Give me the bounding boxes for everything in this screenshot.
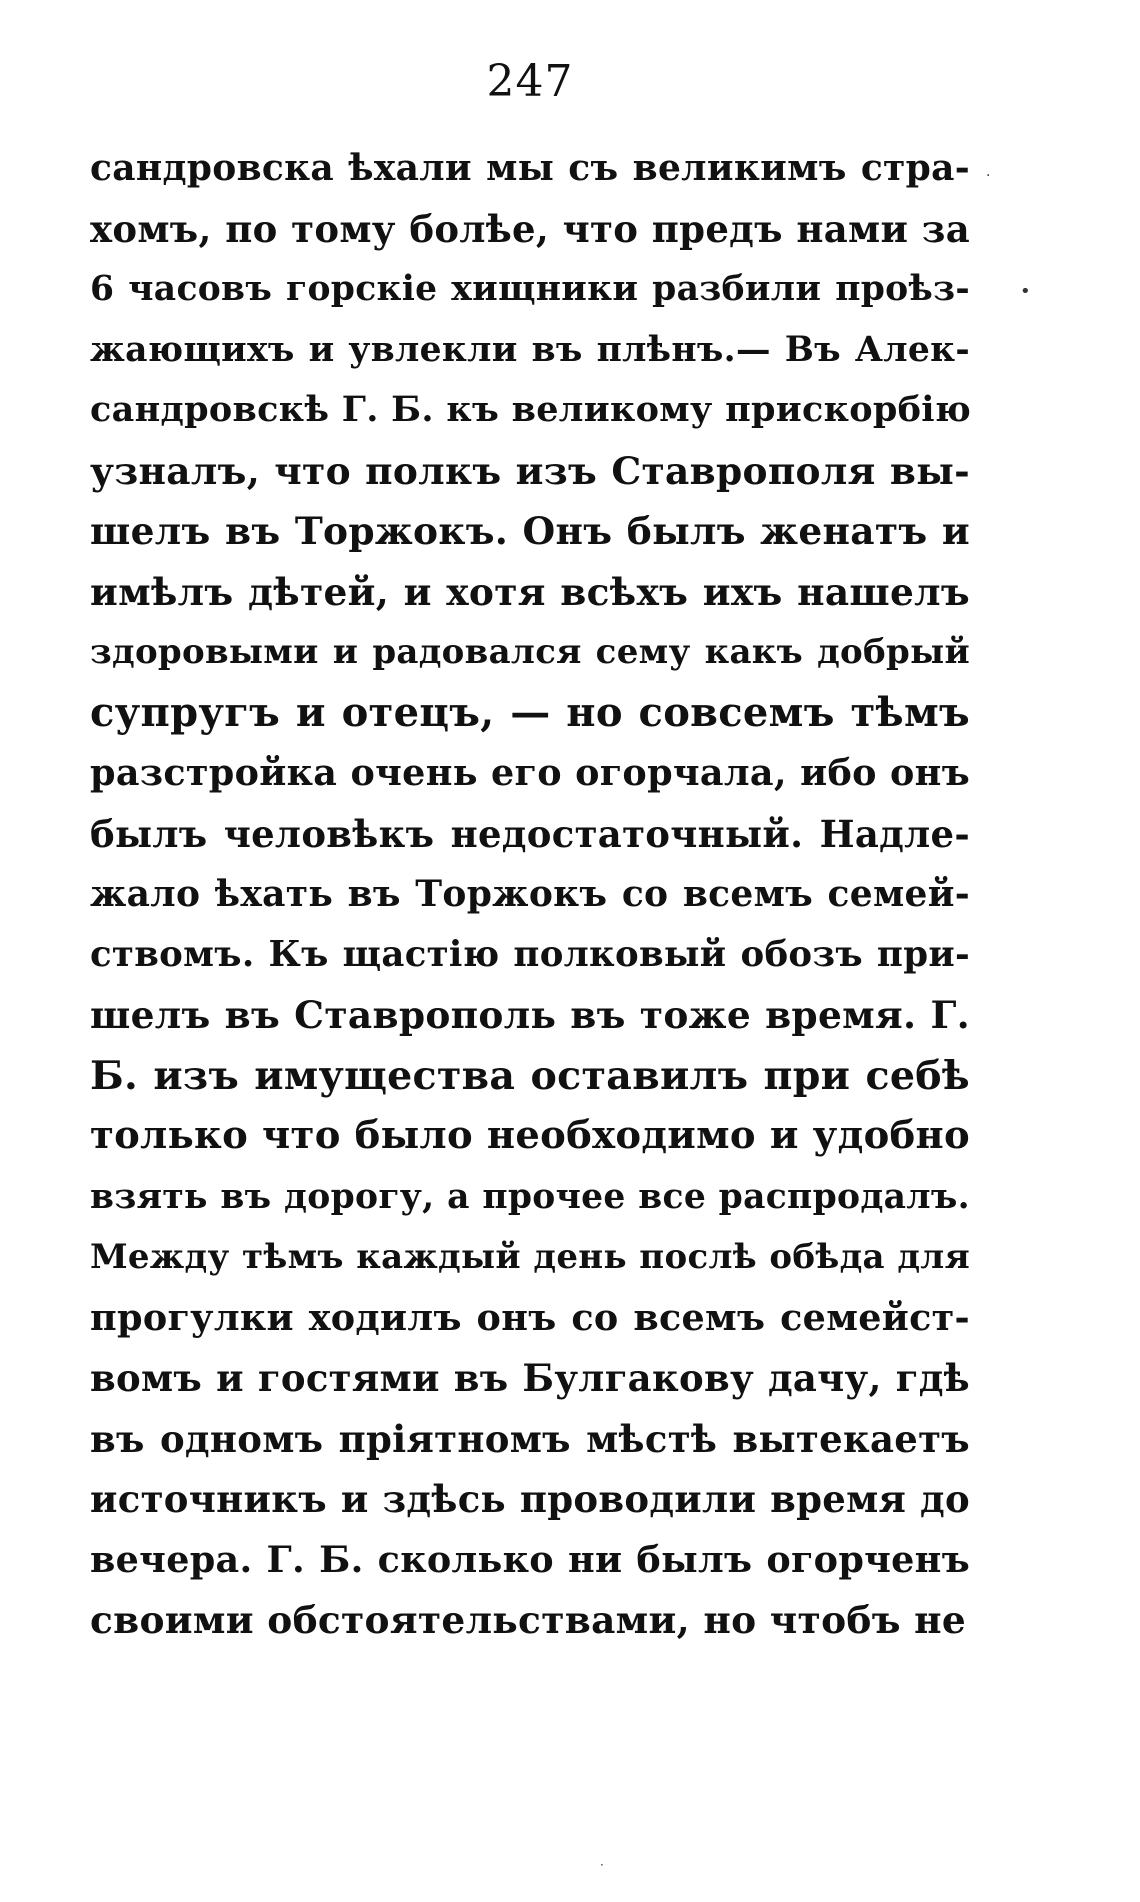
text-line: своими обстоятельствами, но чтобъ не: [90, 1598, 967, 1642]
text-line: шелъ въ Ставрополь въ тоже время. Г.: [90, 993, 970, 1037]
text-line: Между тѣмъ каждый день послѣ обѣда для: [90, 1237, 970, 1277]
text-line: шелъ въ Торжокъ. Онъ былъ женатъ и: [90, 509, 970, 553]
text-line: Б. изъ имущества оставилъ при себѣ: [90, 1052, 970, 1099]
text-line: только что было необходимо и удобно: [90, 1113, 970, 1158]
text-line: здоровыми и радовался сему какъ добрый: [90, 632, 970, 672]
text-line: вечера. Г. Б. сколько ни былъ огорченъ: [90, 1537, 970, 1581]
text-line: хомъ, по тому болѣе, что предъ нами за: [90, 206, 970, 251]
print-speck: •: [1020, 281, 1031, 302]
text-line: жающихъ и увлекли въ плѣнъ.— Въ Алек-: [90, 329, 970, 370]
text-line: имѣлъ дѣтей, и хотя всѣхъ ихъ нашелъ: [90, 569, 970, 614]
print-speck: ·: [600, 1858, 604, 1872]
page-number: 247: [486, 56, 574, 107]
text-line: вомъ и гостями въ Булгакову дачу, гдѣ: [90, 1356, 970, 1400]
text-line: разстройка очень его огорчала, ибо онъ: [90, 751, 970, 794]
text-line: ствомъ. Къ щастію полковый обозъ при-: [90, 933, 970, 975]
text-line: сандровска ѣхали мы съ великимъ стра-: [90, 147, 970, 189]
text-line: сандровскѣ Г. Б. къ великому прискорбію: [90, 389, 972, 430]
print-speck: ·: [986, 168, 991, 184]
text-line: въ одномъ пріятномъ мѣстѣ вытекаетъ: [90, 1416, 970, 1461]
text-line: былъ человѣкъ недостаточный. Надле-: [90, 811, 970, 856]
text-line: супругъ и отецъ, — но совсемъ тѣмъ: [90, 688, 970, 736]
text-line: прогулки ходилъ онъ со всемъ семейст-: [90, 1295, 970, 1339]
text-line: взять въ дорогу, а прочее все распродалъ.: [90, 1176, 970, 1217]
text-line: узналъ, что полкъ изъ Ставрополя вы-: [90, 448, 970, 493]
text-line: 6 часовъ горскіе хищники разбили проѣз-: [90, 269, 970, 309]
text-line: источникъ и здѣсь проводили время до: [90, 1477, 970, 1521]
body-text: [90, 138, 970, 1651]
text-line: жало ѣхать въ Торжокъ со всемъ семей-: [90, 873, 970, 915]
